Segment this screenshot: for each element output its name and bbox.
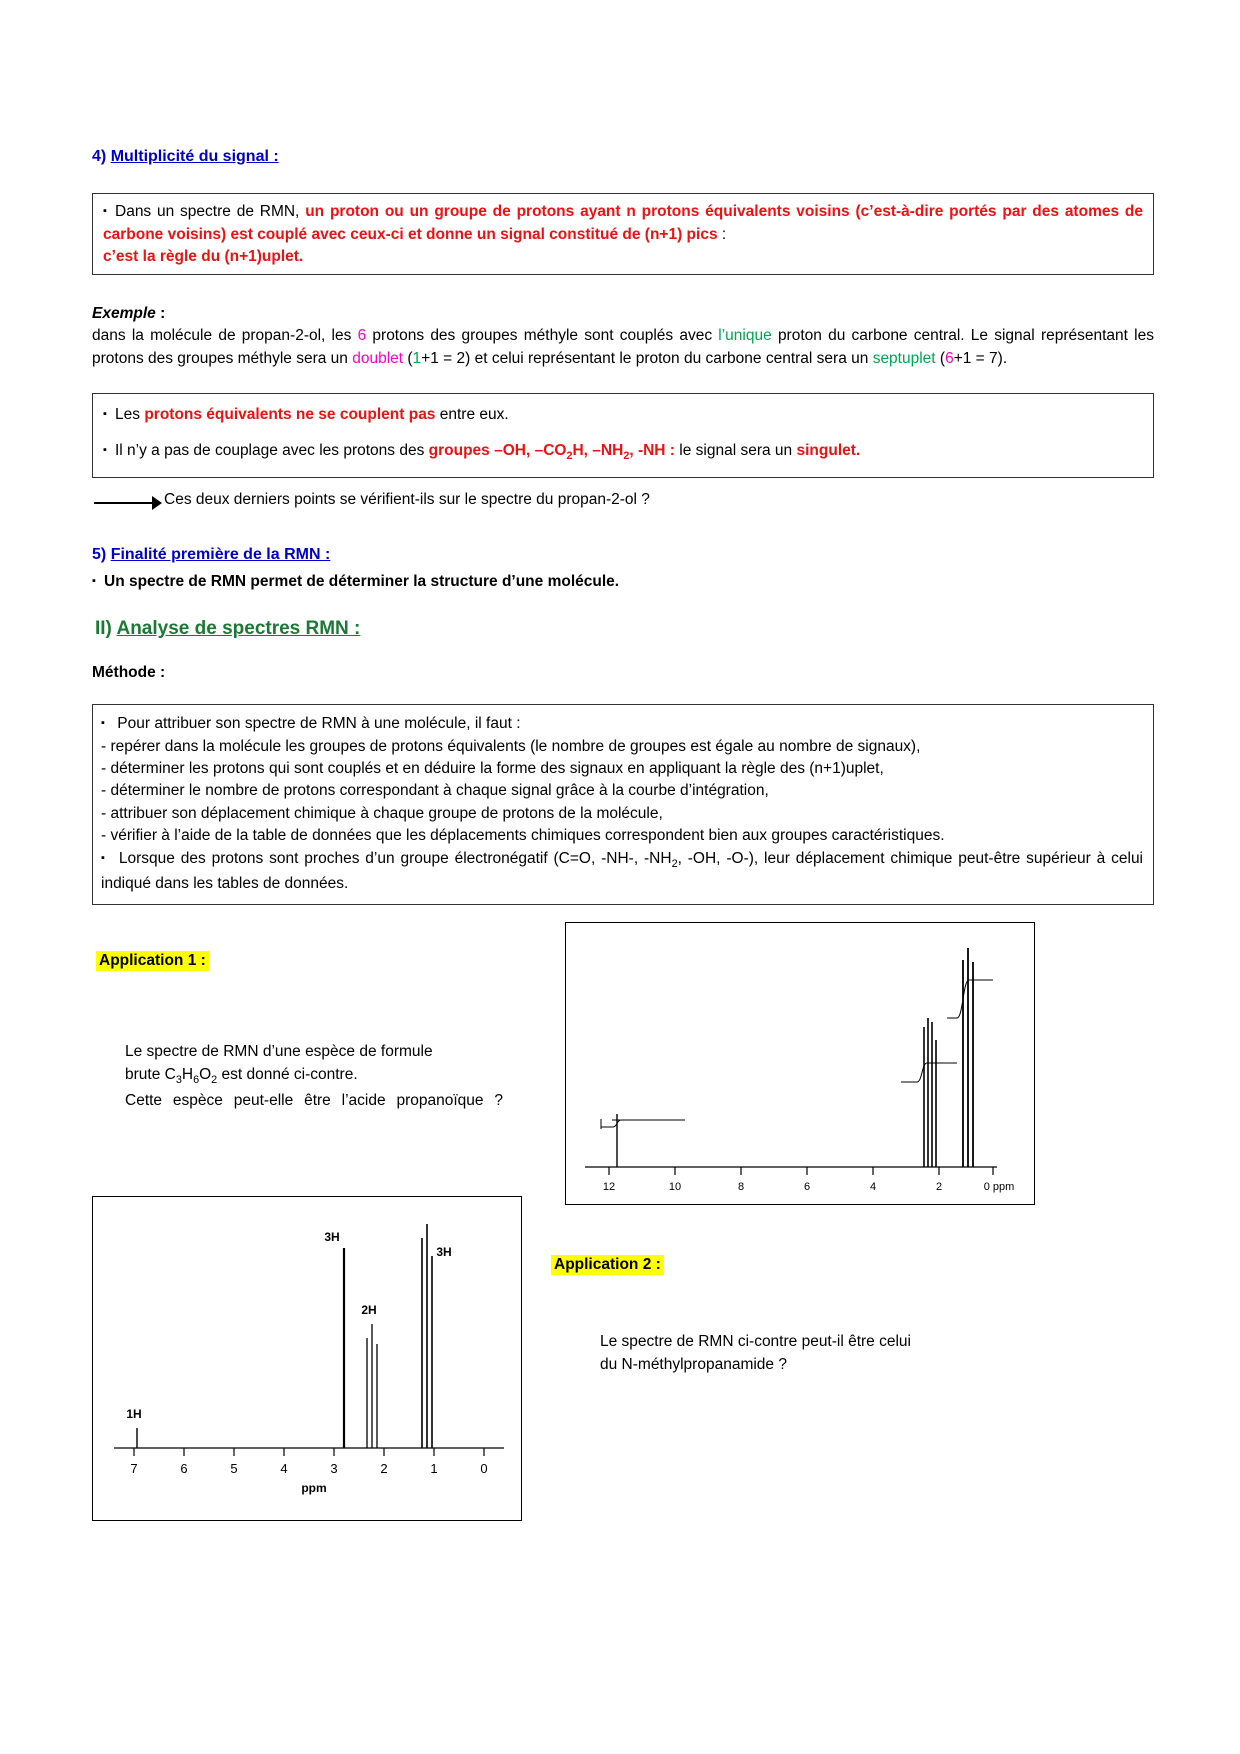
rule2-item2-singulet: singulet. (796, 442, 861, 460)
heading-section-2-title: Analyse de spectres RMN : (116, 618, 361, 640)
spectrum-1-svg (565, 922, 1035, 1205)
example-t1: dans la molécule de propan-2-ol, les (92, 326, 358, 344)
rule2-item1-red: protons équivalents ne se couplent pas (144, 405, 436, 423)
bullet-icon: ▪ (101, 851, 105, 864)
svg-text:0 ppm: 0 ppm (983, 1181, 1015, 1193)
application-1-line-3: Cette espèce peut-elle être l’acide propanoïque ? (125, 1091, 503, 1109)
method-line-3: - déterminer le nombre de protons correspondant à chaque signal grâce à la courbe d’intégration, (101, 782, 769, 800)
formula-sub-1: 3 (175, 1074, 182, 1087)
svg-text:6: 6 (180, 1461, 188, 1476)
method-line-2: - déterminer les protons qui sont couplés et en déduire la forme des signaux en appliquant la règle des (n+1)uplet, (101, 759, 884, 777)
svg-text:3H: 3H (324, 1230, 340, 1244)
svg-text:12: 12 (602, 1181, 616, 1193)
heading-section-5-title: Finalité première de la RMN : (110, 546, 331, 564)
method-line-0 (101, 713, 1143, 735)
groups-c: , -NH : (629, 442, 675, 460)
svg-text:ppm: ppm (301, 1481, 327, 1495)
svg-text:10: 10 (668, 1181, 682, 1193)
rule-box-multiplicity (92, 193, 1154, 275)
method-line-last (101, 848, 1143, 895)
spectrum-2-svg (92, 1196, 522, 1521)
spectrum-application-1 (565, 922, 1035, 1205)
svg-text:3H: 3H (436, 1245, 452, 1259)
formula-pre: brute C (125, 1066, 176, 1084)
groups-sub-2: 2 (623, 450, 630, 463)
section-5-statement (92, 573, 1154, 591)
example-t2: protons des groupes méthyle sont couplés avec (366, 326, 719, 344)
svg-text:2: 2 (935, 1181, 943, 1193)
application-2-badge: Application 2 : (551, 1255, 664, 1275)
application-2-line-1: Le spectre de RMN ci-contre peut-il être celui (600, 1333, 911, 1350)
rule2-item1-post: entre eux. (435, 405, 509, 423)
rule2-item2-mid: le signal sera un (674, 442, 797, 460)
heading-section-4-number: 4) (92, 148, 107, 165)
example-count-6: 6 (357, 326, 367, 344)
bullet-icon: ▪ (101, 717, 105, 730)
heading-section-2-number: II) (95, 618, 112, 640)
arrow-line-icon (94, 502, 154, 504)
rule2-item2-pre: Il n’y a pas de couplage avec les protons des (115, 442, 429, 460)
rule2-item-2 (103, 440, 1143, 465)
svg-text:3: 3 (330, 1461, 338, 1476)
application-2-line-2: du N-méthylpropanamide ? (600, 1356, 787, 1374)
example-septuplet: septuplet (872, 349, 936, 367)
bullet-icon: ▪ (103, 444, 107, 457)
example-label: Exemple (92, 304, 156, 322)
heading-section-4 (92, 148, 1154, 166)
method-line-5: - vérifier à l’aide de la table de données que les déplacements chimiques correspondent bien aux groupes caractéristiques. (101, 827, 945, 845)
heading-section-5-number: 5) (92, 546, 107, 564)
document-content (92, 0, 1154, 905)
example-t6: ( (935, 349, 946, 367)
application-2-text (600, 1330, 980, 1377)
application-1-line-1: Le spectre de RMN d’une espèce de formule (125, 1043, 433, 1060)
bullet-icon: ▪ (103, 205, 107, 217)
rule-box-paragraph-2 (103, 248, 1143, 266)
svg-text:1H: 1H (126, 1407, 142, 1421)
svg-text:6: 6 (803, 1181, 811, 1193)
method-label: Méthode : (92, 664, 166, 682)
rule-text-red: un proton ou un groupe de protons ayant n protons équivalents voisins (c’est-à-dire portés par des atomes de carbone voisins) est couplé avec ceux-ci et donne un signal constitué de (n+1) pics (103, 203, 1143, 243)
svg-text:2: 2 (380, 1461, 388, 1476)
method-line-0-text: Pour attribuer son spectre de RMN à une molécule, il faut : (113, 715, 521, 733)
heading-section-2 (95, 618, 1154, 640)
method-line-4: - attribuer son déplacement chimique à chaque groupe de protons de la molécule, (101, 804, 663, 822)
rule-text-black: Dans un spectre de RMN, (115, 203, 306, 220)
rule2-item-1 (103, 404, 1143, 426)
example-label-row (92, 305, 1154, 323)
example-t4: ( (403, 349, 413, 367)
example-six: 6 (945, 349, 954, 367)
example-t3: proton du carbone central. Le signal représentant les protons des groupes méthyle sera un (92, 326, 1154, 367)
rule-text-tail: : (717, 225, 727, 243)
method-line-1: - repérer dans la molécule les groupes de protons équivalents (le nombre de groupes est égale au nombre de signaux), (101, 737, 921, 755)
groups-sub-1: 2 (566, 450, 573, 463)
heading-section-5 (92, 546, 1154, 564)
example-label-colon: : (155, 304, 166, 322)
svg-text:2H: 2H (361, 1303, 377, 1317)
section-5-statement-text: Un spectre de RMN permet de déterminer la structure d’une molécule. (104, 573, 620, 591)
example-one: 1 (412, 349, 422, 367)
groups-b: H, –NH (572, 442, 624, 460)
application-1-badge: Application 1 : (96, 951, 209, 971)
rule2-item1-pre: Les (115, 405, 145, 423)
groups-a: groupes –OH, –CO (428, 442, 567, 460)
method-last-post: , -OH, -O-), leur déplacement chimique peut-être supérieur à celui indiqué dans les tables de données. (101, 849, 1144, 892)
svg-text:5: 5 (230, 1461, 238, 1476)
application-1-line-2 (125, 1063, 503, 1088)
arrow-note-text: Ces deux derniers points se vérifient-ils sur le spectre du propan-2-ol ? (164, 491, 650, 509)
svg-text:1: 1 (430, 1461, 438, 1476)
rule-box-equivalent-protons (92, 393, 1154, 478)
example-paragraph (92, 325, 1154, 371)
application-1-text (125, 1040, 503, 1112)
svg-text:4: 4 (280, 1461, 288, 1476)
formula-sub-2: 6 (193, 1074, 200, 1087)
bullet-icon: ▪ (92, 575, 96, 588)
rule-text-nplus1: c’est la règle du (n+1)uplet. (103, 247, 304, 265)
heading-section-4-title: Multiplicité du signal : (110, 148, 279, 165)
svg-text:0: 0 (480, 1461, 488, 1476)
method-box (92, 704, 1154, 905)
arrow-head-icon (152, 496, 162, 510)
method-last-pre: Lorsque des protons sont proches d’un groupe électronégatif (C=O, -NH-, -NH (113, 849, 672, 867)
arrow-note-row (94, 491, 1154, 515)
rule2-item2-groups (428, 442, 675, 463)
formula-post: est donné ci-contre. (217, 1066, 358, 1084)
formula-sub-3: 2 (211, 1074, 218, 1087)
rule-box-paragraph (103, 201, 1143, 247)
application-1-badge-wrap (96, 952, 209, 970)
spectrum-application-2 (92, 1196, 522, 1521)
formula-mid: H (181, 1066, 194, 1084)
example-t5: +1 = 2) et celui représentant le proton du carbone central sera un (421, 349, 873, 367)
example-unique: l’unique (718, 326, 772, 344)
svg-text:4: 4 (869, 1181, 877, 1193)
svg-text:8: 8 (737, 1181, 745, 1193)
svg-text:7: 7 (130, 1461, 138, 1476)
bullet-icon: ▪ (103, 407, 107, 420)
method-last-sub: 2 (671, 857, 678, 870)
formula-mid-2: O (199, 1066, 212, 1084)
application-2-badge-wrap (551, 1256, 664, 1274)
example-doublet: doublet (352, 349, 404, 367)
example-t7: +1 = 7). (953, 349, 1008, 367)
